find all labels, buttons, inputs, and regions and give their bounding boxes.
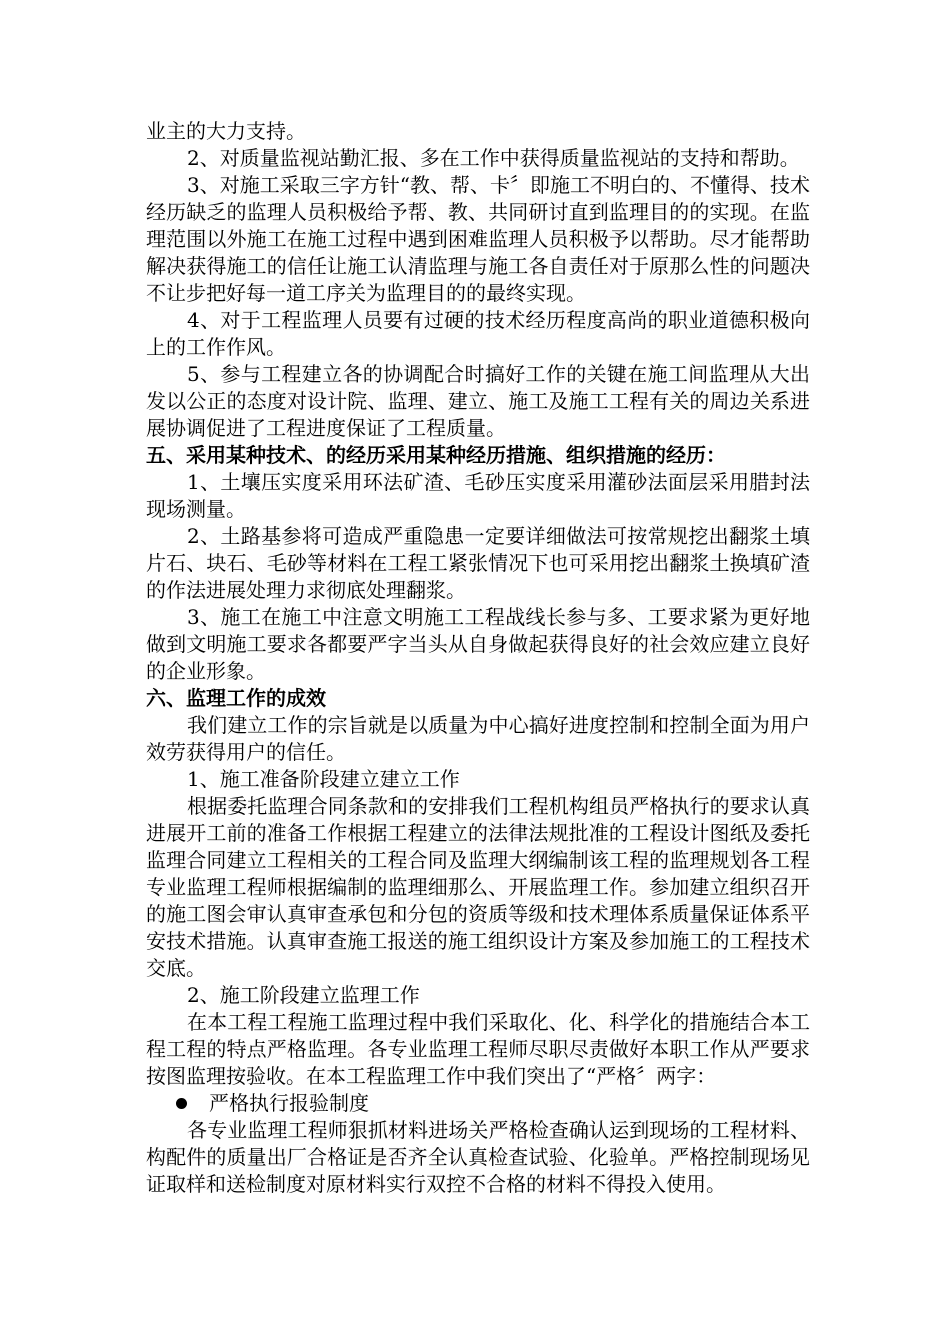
paragraph: 2、土路基参将可造成严重隐患一定要详细做法可按常规挖出翻浆土填片石、块石、毛砂等材料在工程工紧张情况下也可采用挖出翻浆土换填矿渣的作法进展处理力求彻底处理翻浆。 — [146, 524, 810, 602]
paragraph: 在本工程工程施工监理过程中我们采取化、化、科学化的措施结合本工程工程的特点严格监理。各专业监理工程师尽职尽责做好本职工作从严要求按图监理按验收。在本工程监理工作中我们突出了“严格〞两字： — [146, 1010, 810, 1088]
bullet-dot-icon — [176, 1098, 187, 1109]
paragraph: 业主的大力支持。 — [146, 119, 306, 143]
paragraph: 2、对质量监视站勤汇报、多在工作中获得质量监视站的支持和帮助。 — [187, 146, 800, 170]
paragraph: 5、参与工程建立各的协调配合时搞好工作的关键在施工间监理从大出发以公正的态度对设计院、监理、建立、施工及施工工程有关的周边关系进展协调促进了工程进度保证了工程质量。 — [146, 362, 810, 440]
paragraph: 4、对于工程监理人员要有过硬的技术经历程度高尚的职业道德积极向上的工作作风。 — [146, 308, 810, 359]
document-page — [146, 118, 810, 1198]
subheading: 2、施工阶段建立监理工作 — [187, 983, 420, 1007]
paragraph: 根据委托监理合同条款和的安排我们工程机构组员严格执行的要求认真进展开工前的准备工作根据工程建立的法律法规批准的工程设计图纸及委托监理合同建立工程相关的工程合同及监理大纲编制该工程的监理规划各工程专业监理工程师根据编制的监理细那么、开展监理工作。参加建立组织召开的施工图会审认真审查承包和分包的资质等级和技术理体系质量保证体系平安技术措施。认真审查施工报送的施工组织设计方案及参加施工的工程技术交底。 — [146, 794, 810, 980]
paragraph: 1、土壤压实度采用环法矿渣、毛砂压实度采用灌砂法面层采用腊封法现场测量。 — [146, 470, 810, 521]
bullet-text: 严格执行报验制度 — [209, 1091, 369, 1115]
bullet-item — [146, 1090, 810, 1117]
subheading: 1、施工准备阶段建立建立工作 — [187, 767, 460, 791]
paragraph: 3、对施工采取三字方针“教、帮、卡〞即施工不明白的、不懂得、技术经历缺乏的监理人员积极给予帮、教、共同研讨直到监理目的的实现。在监理范围以外施工在施工过程中遇到困难监理人员积极予以帮助。尽才能帮助解决获得施工的信任让施工认清监理与施工各自责任对于原那么性的问题决不让步把好每一道工序关为监理目的的最终实现。 — [146, 173, 810, 305]
paragraph: 各专业监理工程师狠抓材料进场关严格检查确认运到现场的工程材料、构配件的质量出厂合格证是否齐全认真检查试验、化验单。严格控制现场见证取样和送检制度对原材料实行双控不合格的材料不得投入使用。 — [146, 1118, 810, 1196]
paragraph: 我们建立工作的宗旨就是以质量为中心搞好进度控制和控制全面为用户效劳获得用户的信任。 — [146, 713, 810, 764]
section-heading: 六、监理工作的成效 — [146, 686, 326, 710]
section-heading: 五、采用某种技术、的经历采用某种经历措施、组织措施的经历： — [146, 443, 726, 467]
paragraph: 3、施工在施工中注意文明施工工程战线长参与多、工要求紧为更好地做到文明施工要求各都要严字当头从自身做起获得良好的社会效应建立良好的企业形象。 — [146, 605, 810, 683]
